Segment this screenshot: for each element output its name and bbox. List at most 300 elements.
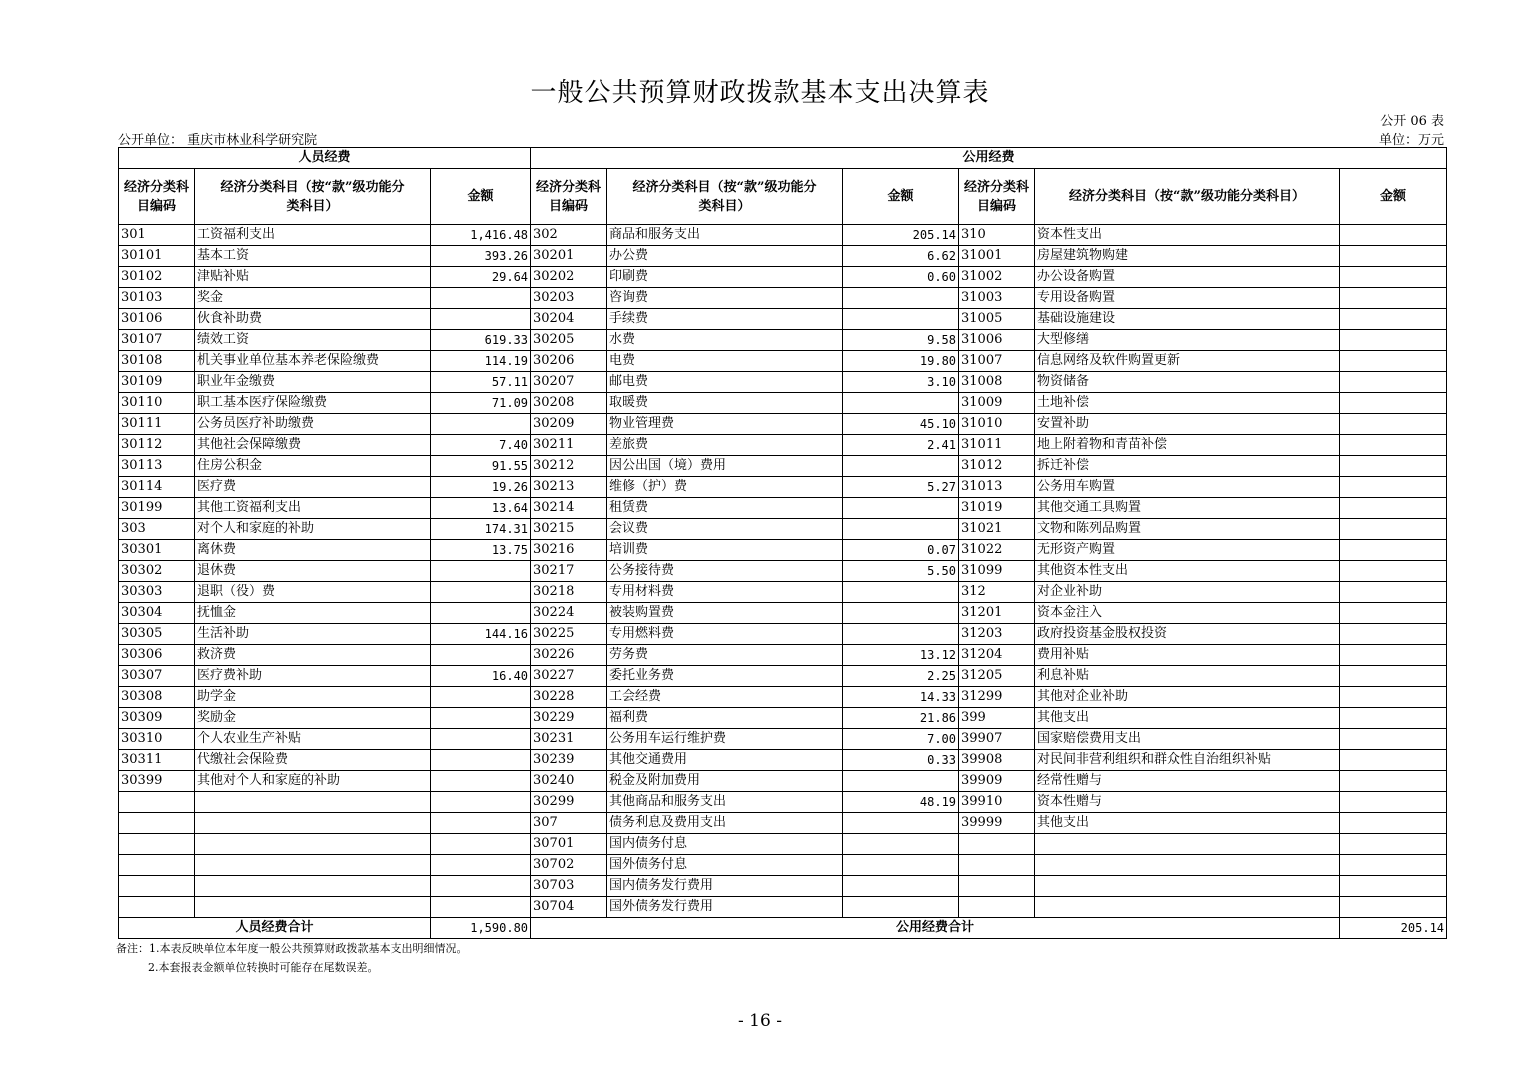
personnel-name-cell: 津贴补贴	[195, 267, 431, 288]
personnel-amount-cell	[431, 645, 531, 666]
personnel-code-cell: 30110	[119, 393, 195, 414]
goods-name-cell: 取暖费	[607, 393, 843, 414]
name-header: 经济分类科目（按“款”级功能分类科目）	[195, 169, 431, 225]
personnel-code-cell: 30106	[119, 309, 195, 330]
table-row	[119, 750, 1447, 771]
personnel-name-cell: 生活补助	[195, 624, 431, 645]
personnel-code-cell: 30103	[119, 288, 195, 309]
public-total-label: 公用经费合计	[531, 918, 1340, 939]
capital-code-cell: 31006	[959, 330, 1035, 351]
personnel-name-cell: 代缴社会保险费	[195, 750, 431, 771]
table-row	[119, 267, 1447, 288]
capital-code-cell: 39908	[959, 750, 1035, 771]
personnel-amount-cell	[431, 855, 531, 876]
capital-name-cell	[1035, 897, 1340, 918]
personnel-amount-cell: 619.33	[431, 330, 531, 351]
capital-amount-cell	[1340, 519, 1447, 540]
capital-code-cell: 31012	[959, 456, 1035, 477]
table-row	[119, 708, 1447, 729]
capital-amount-cell	[1340, 666, 1447, 687]
personnel-code-cell: 30309	[119, 708, 195, 729]
capital-amount-cell	[1340, 498, 1447, 519]
expenditure-table	[118, 147, 1447, 939]
personnel-amount-cell	[431, 561, 531, 582]
personnel-name-cell: 医疗费补助	[195, 666, 431, 687]
goods-amount-cell: 2.25	[843, 666, 959, 687]
capital-name-cell: 公务用车购置	[1035, 477, 1340, 498]
personnel-amount-cell	[431, 288, 531, 309]
capital-code-cell: 31010	[959, 414, 1035, 435]
personnel-amount-cell: 71.09	[431, 393, 531, 414]
personnel-name-cell	[195, 855, 431, 876]
table-row	[119, 687, 1447, 708]
goods-name-cell: 债务利息及费用支出	[607, 813, 843, 834]
capital-name-cell: 信息网络及软件购置更新	[1035, 351, 1340, 372]
capital-amount-cell	[1340, 624, 1447, 645]
goods-amount-cell	[843, 834, 959, 855]
table-row	[119, 897, 1447, 918]
goods-name-cell: 专用材料费	[607, 582, 843, 603]
capital-name-cell: 资本性支出	[1035, 225, 1340, 246]
goods-name-cell: 福利费	[607, 708, 843, 729]
capital-code-cell: 31005	[959, 309, 1035, 330]
capital-amount-cell	[1340, 225, 1447, 246]
personnel-code-cell: 30101	[119, 246, 195, 267]
goods-code-cell: 30217	[531, 561, 607, 582]
goods-name-cell: 培训费	[607, 540, 843, 561]
capital-name-cell: 费用补贴	[1035, 645, 1340, 666]
goods-name-cell: 其他交通费用	[607, 750, 843, 771]
goods-name-cell: 其他商品和服务支出	[607, 792, 843, 813]
personnel-code-cell: 30109	[119, 372, 195, 393]
capital-amount-cell	[1340, 246, 1447, 267]
capital-amount-cell	[1340, 582, 1447, 603]
capital-name-cell	[1035, 834, 1340, 855]
capital-name-cell: 其他对企业补助	[1035, 687, 1340, 708]
capital-name-cell: 办公设备购置	[1035, 267, 1340, 288]
personnel-code-cell	[119, 897, 195, 918]
goods-name-cell: 电费	[607, 351, 843, 372]
personnel-amount-cell: 19.26	[431, 477, 531, 498]
goods-code-cell: 30702	[531, 855, 607, 876]
goods-amount-cell: 5.50	[843, 561, 959, 582]
goods-code-cell: 30224	[531, 603, 607, 624]
personnel-name-cell: 奖励金	[195, 708, 431, 729]
table-row	[119, 834, 1447, 855]
personnel-code-cell: 301	[119, 225, 195, 246]
capital-amount-cell	[1340, 456, 1447, 477]
goods-name-cell: 公务用车运行维护费	[607, 729, 843, 750]
capital-amount-cell	[1340, 834, 1447, 855]
personnel-code-cell: 303	[119, 519, 195, 540]
goods-code-cell: 30203	[531, 288, 607, 309]
capital-code-cell: 31201	[959, 603, 1035, 624]
table-row	[119, 561, 1447, 582]
goods-amount-cell: 45.10	[843, 414, 959, 435]
personnel-code-cell: 30303	[119, 582, 195, 603]
capital-code-cell: 310	[959, 225, 1035, 246]
capital-amount-cell	[1340, 372, 1447, 393]
goods-code-cell: 30240	[531, 771, 607, 792]
goods-code-cell: 30208	[531, 393, 607, 414]
goods-code-cell: 30206	[531, 351, 607, 372]
goods-name-cell: 印刷费	[607, 267, 843, 288]
reporting-unit: 公开单位： 重庆市林业科学研究院	[118, 133, 318, 148]
goods-amount-cell	[843, 603, 959, 624]
personnel-code-cell: 30305	[119, 624, 195, 645]
capital-amount-cell	[1340, 477, 1447, 498]
goods-code-cell: 30213	[531, 477, 607, 498]
goods-amount-cell: 48.19	[843, 792, 959, 813]
capital-code-cell	[959, 834, 1035, 855]
goods-code-cell: 30704	[531, 897, 607, 918]
goods-name-cell: 工会经费	[607, 687, 843, 708]
goods-amount-cell	[843, 855, 959, 876]
personnel-code-cell: 30114	[119, 477, 195, 498]
personnel-name-cell	[195, 813, 431, 834]
goods-code-cell: 30228	[531, 687, 607, 708]
goods-name-cell: 专用燃料费	[607, 624, 843, 645]
personnel-code-cell: 30310	[119, 729, 195, 750]
personnel-amount-cell	[431, 771, 531, 792]
goods-amount-cell	[843, 309, 959, 330]
personnel-code-cell: 30308	[119, 687, 195, 708]
personnel-amount-cell	[431, 876, 531, 897]
table-row	[119, 624, 1447, 645]
goods-amount-cell	[843, 582, 959, 603]
goods-amount-cell: 3.10	[843, 372, 959, 393]
goods-name-cell: 税金及附加费用	[607, 771, 843, 792]
table-row	[119, 582, 1447, 603]
personnel-name-cell: 机关事业单位基本养老保险缴费	[195, 351, 431, 372]
goods-code-cell: 30299	[531, 792, 607, 813]
personnel-name-cell: 离休费	[195, 540, 431, 561]
capital-code-cell: 31007	[959, 351, 1035, 372]
goods-code-cell: 307	[531, 813, 607, 834]
table-body	[119, 225, 1447, 918]
personnel-code-cell: 30311	[119, 750, 195, 771]
goods-code-cell: 30239	[531, 750, 607, 771]
goods-name-cell: 公务接待费	[607, 561, 843, 582]
table-row	[119, 855, 1447, 876]
table-row	[119, 330, 1447, 351]
amount-header: 金额	[1340, 169, 1447, 225]
goods-name-cell: 租赁费	[607, 498, 843, 519]
personnel-amount-cell	[431, 603, 531, 624]
personnel-amount-cell: 91.55	[431, 456, 531, 477]
personnel-header: 人员经费	[119, 148, 531, 169]
goods-name-cell: 邮电费	[607, 372, 843, 393]
capital-amount-cell	[1340, 435, 1447, 456]
personnel-amount-cell	[431, 834, 531, 855]
table-row	[119, 792, 1447, 813]
capital-name-cell: 大型修缮	[1035, 330, 1340, 351]
goods-code-cell: 30226	[531, 645, 607, 666]
personnel-name-cell: 住房公积金	[195, 456, 431, 477]
currency-unit: 单位：万元	[1378, 133, 1444, 148]
goods-amount-cell: 21.86	[843, 708, 959, 729]
personnel-name-cell: 其他工资福利支出	[195, 498, 431, 519]
table-row	[119, 666, 1447, 687]
code-header: 经济分类科目编码	[959, 169, 1035, 225]
goods-amount-cell	[843, 771, 959, 792]
table-row	[119, 456, 1447, 477]
capital-code-cell: 39909	[959, 771, 1035, 792]
goods-amount-cell: 5.27	[843, 477, 959, 498]
personnel-code-cell: 30399	[119, 771, 195, 792]
table-row	[119, 519, 1447, 540]
table-row	[119, 771, 1447, 792]
personnel-name-cell: 绩效工资	[195, 330, 431, 351]
personnel-name-cell	[195, 897, 431, 918]
capital-code-cell: 399	[959, 708, 1035, 729]
goods-amount-cell: 2.41	[843, 435, 959, 456]
capital-code-cell	[959, 897, 1035, 918]
note-1: 备注：1.本表反映单位本年度一般公共预算财政拨款基本支出明细情况。	[116, 942, 468, 955]
capital-code-cell: 39910	[959, 792, 1035, 813]
capital-code-cell: 31001	[959, 246, 1035, 267]
goods-name-cell: 办公费	[607, 246, 843, 267]
goods-code-cell: 30204	[531, 309, 607, 330]
capital-amount-cell	[1340, 330, 1447, 351]
personnel-amount-cell: 13.75	[431, 540, 531, 561]
capital-amount-cell	[1340, 267, 1447, 288]
capital-code-cell: 31205	[959, 666, 1035, 687]
table-row	[119, 288, 1447, 309]
capital-amount-cell	[1340, 540, 1447, 561]
personnel-code-cell	[119, 855, 195, 876]
capital-name-cell: 其他支出	[1035, 708, 1340, 729]
code-header: 经济分类科目编码	[531, 169, 607, 225]
goods-code-cell: 30214	[531, 498, 607, 519]
capital-amount-cell	[1340, 792, 1447, 813]
personnel-name-cell: 抚恤金	[195, 603, 431, 624]
goods-name-cell: 国内债务付息	[607, 834, 843, 855]
personnel-amount-cell: 393.26	[431, 246, 531, 267]
personnel-name-cell: 救济费	[195, 645, 431, 666]
table-row	[119, 393, 1447, 414]
goods-name-cell: 维修（护）费	[607, 477, 843, 498]
personnel-amount-cell	[431, 582, 531, 603]
personnel-code-cell: 30102	[119, 267, 195, 288]
capital-code-cell: 31009	[959, 393, 1035, 414]
capital-name-cell	[1035, 855, 1340, 876]
personnel-code-cell: 30307	[119, 666, 195, 687]
amount-header: 金额	[431, 169, 531, 225]
table-row	[119, 729, 1447, 750]
capital-code-cell: 31099	[959, 561, 1035, 582]
notes	[116, 939, 468, 977]
personnel-code-cell: 30301	[119, 540, 195, 561]
goods-amount-cell	[843, 456, 959, 477]
amount-header: 金额	[843, 169, 959, 225]
personnel-name-cell	[195, 876, 431, 897]
public-header: 公用经费	[531, 148, 1447, 169]
table-row	[119, 477, 1447, 498]
goods-name-cell: 国外债务付息	[607, 855, 843, 876]
capital-code-cell: 312	[959, 582, 1035, 603]
capital-amount-cell	[1340, 750, 1447, 771]
personnel-amount-cell	[431, 897, 531, 918]
personnel-name-cell	[195, 834, 431, 855]
personnel-name-cell: 职业年金缴费	[195, 372, 431, 393]
personnel-amount-cell	[431, 792, 531, 813]
goods-code-cell: 30227	[531, 666, 607, 687]
goods-name-cell: 被装购置费	[607, 603, 843, 624]
personnel-amount-cell	[431, 309, 531, 330]
personnel-amount-cell: 29.64	[431, 267, 531, 288]
goods-amount-cell	[843, 876, 959, 897]
capital-amount-cell	[1340, 708, 1447, 729]
capital-amount-cell	[1340, 897, 1447, 918]
capital-code-cell: 39999	[959, 813, 1035, 834]
personnel-name-cell: 个人农业生产补贴	[195, 729, 431, 750]
personnel-code-cell	[119, 813, 195, 834]
goods-code-cell: 30211	[531, 435, 607, 456]
goods-amount-cell: 19.80	[843, 351, 959, 372]
capital-code-cell: 31011	[959, 435, 1035, 456]
personnel-name-cell: 医疗费	[195, 477, 431, 498]
capital-code-cell: 31002	[959, 267, 1035, 288]
goods-name-cell: 因公出国（境）费用	[607, 456, 843, 477]
personnel-name-cell: 职工基本医疗保险缴费	[195, 393, 431, 414]
personnel-name-cell: 基本工资	[195, 246, 431, 267]
personnel-amount-cell: 13.64	[431, 498, 531, 519]
totals-row	[119, 918, 1447, 939]
personnel-name-cell: 对个人和家庭的补助	[195, 519, 431, 540]
personnel-code-cell	[119, 792, 195, 813]
capital-name-cell: 基础设施建设	[1035, 309, 1340, 330]
capital-amount-cell	[1340, 393, 1447, 414]
table-row	[119, 498, 1447, 519]
capital-amount-cell	[1340, 813, 1447, 834]
capital-name-cell: 其他交通工具购置	[1035, 498, 1340, 519]
table-row	[119, 435, 1447, 456]
capital-amount-cell	[1340, 729, 1447, 750]
personnel-code-cell: 30199	[119, 498, 195, 519]
personnel-code-cell: 30111	[119, 414, 195, 435]
name-header: 经济分类科目（按“款”级功能分类科目）	[607, 169, 843, 225]
personnel-code-cell: 30304	[119, 603, 195, 624]
capital-name-cell: 物资储备	[1035, 372, 1340, 393]
goods-amount-cell: 9.58	[843, 330, 959, 351]
capital-amount-cell	[1340, 876, 1447, 897]
capital-code-cell: 31008	[959, 372, 1035, 393]
page-number: - 16 -	[738, 1011, 782, 1031]
goods-amount-cell: 205.14	[843, 225, 959, 246]
capital-amount-cell	[1340, 561, 1447, 582]
capital-amount-cell	[1340, 309, 1447, 330]
page-title: 一般公共预算财政拨款基本支出决算表	[530, 78, 990, 108]
capital-name-cell: 利息补贴	[1035, 666, 1340, 687]
capital-name-cell: 对企业补助	[1035, 582, 1340, 603]
capital-name-cell: 拆迁补偿	[1035, 456, 1340, 477]
goods-amount-cell	[843, 288, 959, 309]
capital-code-cell: 31022	[959, 540, 1035, 561]
personnel-name-cell: 退职（役）费	[195, 582, 431, 603]
capital-code-cell: 31003	[959, 288, 1035, 309]
goods-amount-cell	[843, 813, 959, 834]
goods-name-cell: 国内债务发行费用	[607, 876, 843, 897]
capital-name-cell: 政府投资基金股权投资	[1035, 624, 1340, 645]
capital-amount-cell	[1340, 771, 1447, 792]
personnel-amount-cell	[431, 729, 531, 750]
capital-code-cell: 31204	[959, 645, 1035, 666]
goods-code-cell: 30218	[531, 582, 607, 603]
personnel-amount-cell	[431, 750, 531, 771]
goods-name-cell: 国外债务发行费用	[607, 897, 843, 918]
goods-name-cell: 委托业务费	[607, 666, 843, 687]
personnel-code-cell: 30302	[119, 561, 195, 582]
table-row	[119, 645, 1447, 666]
goods-amount-cell: 7.00	[843, 729, 959, 750]
goods-code-cell: 30225	[531, 624, 607, 645]
goods-code-cell: 30231	[531, 729, 607, 750]
capital-name-cell: 文物和陈列品购置	[1035, 519, 1340, 540]
table-row	[119, 876, 1447, 897]
capital-code-cell: 31021	[959, 519, 1035, 540]
table-row	[119, 246, 1447, 267]
goods-amount-cell: 6.62	[843, 246, 959, 267]
table-row	[119, 225, 1447, 246]
personnel-name-cell: 奖金	[195, 288, 431, 309]
personnel-code-cell: 30107	[119, 330, 195, 351]
capital-amount-cell	[1340, 645, 1447, 666]
goods-name-cell: 会议费	[607, 519, 843, 540]
goods-code-cell: 30202	[531, 267, 607, 288]
capital-name-cell: 专用设备购置	[1035, 288, 1340, 309]
personnel-amount-cell: 57.11	[431, 372, 531, 393]
form-number: 公开 06 表	[1380, 114, 1444, 129]
capital-name-cell: 其他资本性支出	[1035, 561, 1340, 582]
goods-name-cell: 差旅费	[607, 435, 843, 456]
capital-amount-cell	[1340, 351, 1447, 372]
personnel-name-cell: 助学金	[195, 687, 431, 708]
code-header: 经济分类科目编码	[119, 169, 195, 225]
goods-code-cell: 30215	[531, 519, 607, 540]
capital-name-cell: 无形资产购置	[1035, 540, 1340, 561]
personnel-amount-cell	[431, 813, 531, 834]
goods-code-cell: 30216	[531, 540, 607, 561]
personnel-name-cell: 伙食补助费	[195, 309, 431, 330]
goods-name-cell: 商品和服务支出	[607, 225, 843, 246]
capital-code-cell: 39907	[959, 729, 1035, 750]
personnel-amount-cell: 1,416.48	[431, 225, 531, 246]
personnel-amount-cell: 114.19	[431, 351, 531, 372]
table-row	[119, 351, 1447, 372]
capital-name-cell: 资本金注入	[1035, 603, 1340, 624]
goods-amount-cell	[843, 393, 959, 414]
personnel-name-cell: 工资福利支出	[195, 225, 431, 246]
public-total-value: 205.14	[1340, 918, 1447, 939]
capital-amount-cell	[1340, 687, 1447, 708]
goods-amount-cell: 0.07	[843, 540, 959, 561]
capital-name-cell: 国家赔偿费用支出	[1035, 729, 1340, 750]
capital-amount-cell	[1340, 414, 1447, 435]
table-row	[119, 414, 1447, 435]
note-2: 2.本套报表金额单位转换时可能存在尾数误差。	[148, 961, 379, 974]
goods-code-cell: 30229	[531, 708, 607, 729]
capital-code-cell	[959, 855, 1035, 876]
personnel-total-label: 人员经费合计	[119, 918, 431, 939]
goods-amount-cell	[843, 498, 959, 519]
goods-code-cell: 30212	[531, 456, 607, 477]
capital-name-cell: 其他支出	[1035, 813, 1340, 834]
table-row	[119, 372, 1447, 393]
personnel-amount-cell	[431, 708, 531, 729]
personnel-amount-cell: 16.40	[431, 666, 531, 687]
personnel-name-cell: 退休费	[195, 561, 431, 582]
